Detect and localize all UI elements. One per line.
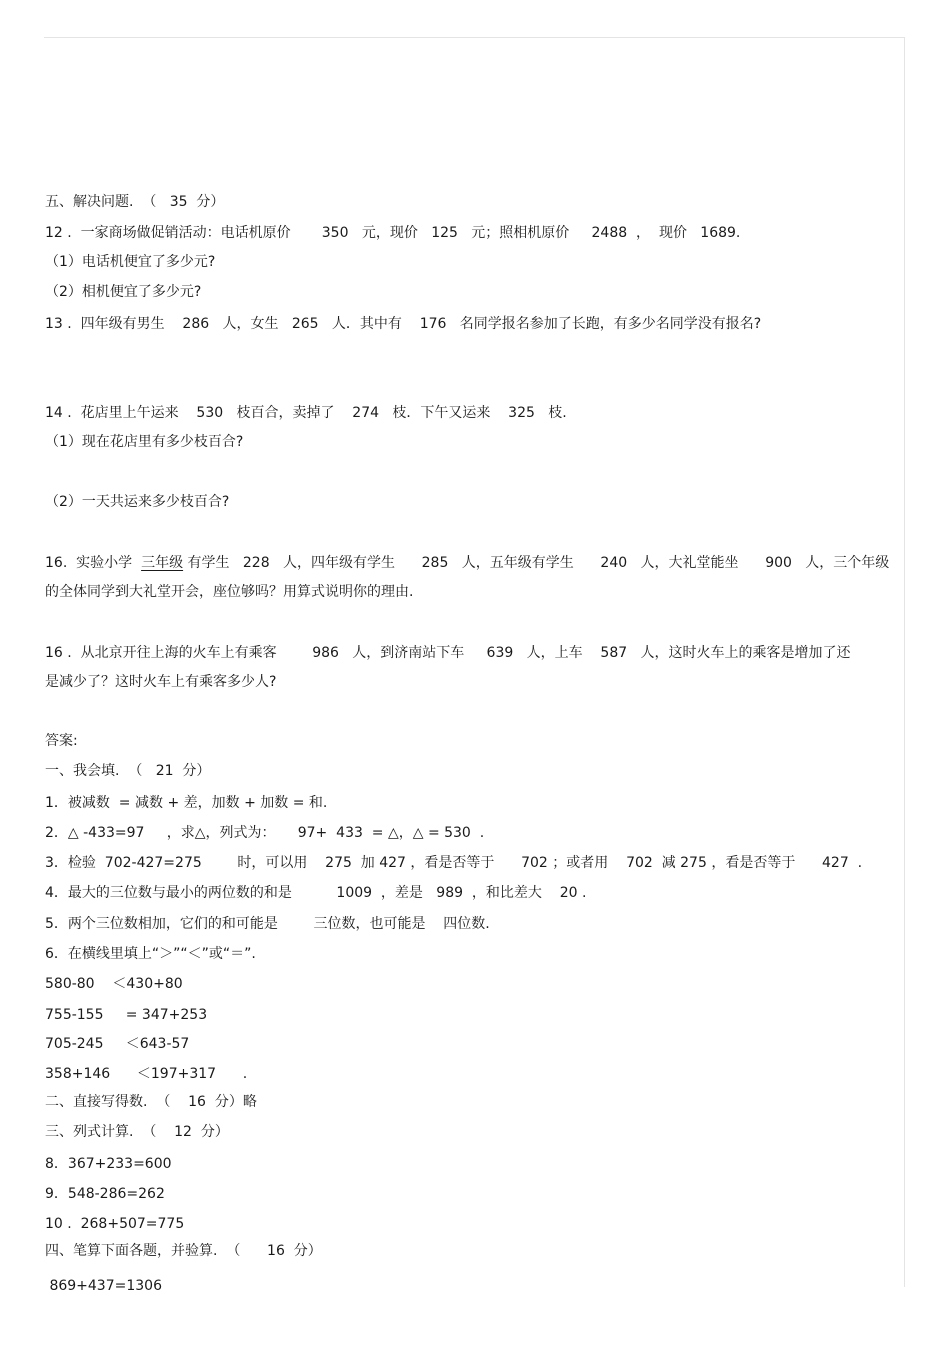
text-line: 9．548-286=262 — [45, 1186, 165, 1202]
text-line: 四、笔算下面各题，并验算. （ 16 分） — [45, 1243, 322, 1259]
text-line: 14 . 花店里上午运来 530 枝百合，卖掉了 274 枝．下午又运来 325 枝. — [45, 405, 567, 421]
text-line: 12 . 一家商场做促销活动：电话机原价 350 元，现价 125 元；照相机原价 2488 ， 现价 1689. — [45, 225, 741, 241]
text-line: （2）相机便宜了多少元? — [45, 284, 202, 300]
text-line: 13 . 四年级有男生 286 人，女生 265 人．其中有 176 名同学报名参加了长跑，有多少名同学没有报名? — [45, 316, 762, 332]
text-line: 755-155 = 347+253 — [45, 1007, 208, 1023]
text-line: 6．在横线里填上“＞”“＜”或“＝”. — [45, 946, 256, 962]
text-line: 8．367+233=600 — [45, 1156, 172, 1172]
text-line: 的全体同学到大礼堂开会，座位够吗？用算式说明你的理由. — [45, 584, 414, 600]
question-16a-prefix: 16. 实验小学 — [45, 555, 142, 571]
text-line: 1．被减数 = 减数 + 差，加数 + 加数 = 和. — [45, 795, 328, 811]
text-line: 三、列式计算. （ 12 分） — [45, 1124, 229, 1140]
page-border-top — [44, 37, 905, 38]
text-line: 答案: — [45, 733, 78, 749]
text-line: 16 . 从北京开往上海的火车上有乘客 986 人，到济南站下车 639 人，上车 587 人，这时火车上的乘客是增加了还 — [45, 645, 851, 661]
question-16a-suffix: 有学生 228 人，四年级有学生 285 人，五年级有学生 240 人，大礼堂能坐 900 人，三个年级 — [183, 555, 890, 571]
text-line: （2）一天共运来多少枝百合? — [45, 494, 230, 510]
text-line: 10 . 268+507=775 — [45, 1216, 185, 1232]
text-line: 4．最大的三位数与最小的两位数的和是 1009 ，差是 989 ，和比差大 20 . — [45, 885, 587, 901]
text-line: 是减少了？这时火车上有乘客多少人? — [45, 674, 277, 690]
text-line: 580-80 ＜430+80 — [45, 976, 183, 992]
text-line: 一、我会填. （ 21 分） — [45, 763, 211, 779]
text-line: 二、直接写得数. （ 16 分）略 — [45, 1094, 257, 1110]
text-line: 705-245 ＜643-57 — [45, 1036, 190, 1052]
page-border-right — [904, 37, 905, 1287]
text-line: 2．△ -433=97 ，求△，列式为： 97+ 433 = △，△ = 530 . — [45, 825, 485, 841]
text-line: （1）电话机便宜了多少元? — [45, 254, 216, 270]
text-line: （1）现在花店里有多少枝百合? — [45, 434, 244, 450]
text-line: 869+437=1306 — [45, 1278, 162, 1294]
question-16a-grade: 三年级 — [141, 555, 184, 571]
text-line: 5．两个三位数相加，它们的和可能是 三位数，也可能是 四位数. — [45, 916, 490, 932]
text-line: 五、解决问题. （ 35 分） — [45, 194, 225, 210]
text-line: 358+146 ＜197+317 . — [45, 1066, 248, 1082]
text-line: 3．检验 702-427=275 时，可以用 275 加 427 ，看是否等于 702 ；或者用 702 减 275 ，看是否等于 427 . — [45, 855, 863, 871]
question-16a-line — [45, 554, 889, 572]
